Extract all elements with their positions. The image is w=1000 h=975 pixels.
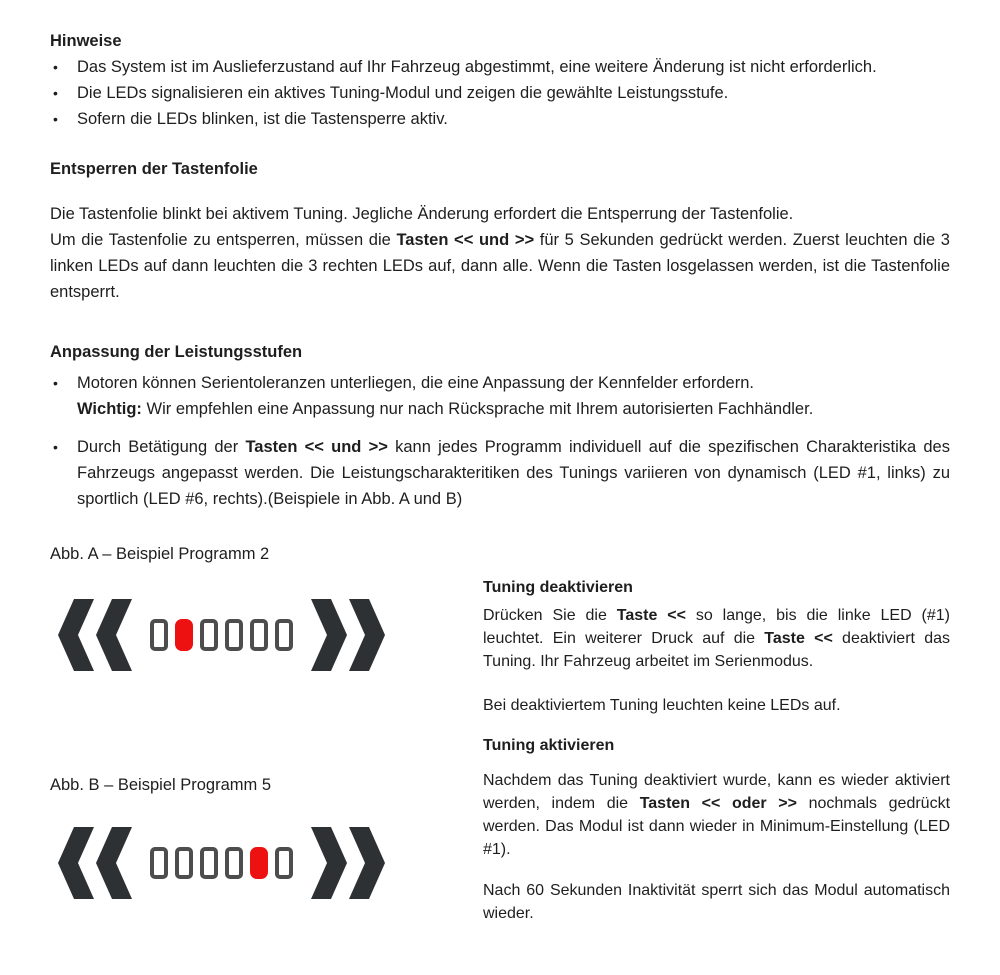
double-chevron-right-icon xyxy=(309,827,385,899)
led-row xyxy=(150,847,293,879)
paragraph-deactivate-note: Bei deaktiviertem Tuning leuchten keine LEDs auf. xyxy=(483,697,841,714)
led-inactive xyxy=(250,619,268,651)
bullet-item xyxy=(50,54,950,80)
led-inactive xyxy=(225,847,243,879)
text-segment: nochmals gedrückt werden. Das Modul ist dann wieder in Minimum-Einstellung (LED #1). xyxy=(483,795,951,858)
text-segment: Durch Betätigung der xyxy=(77,438,246,456)
text-segment: Drücken Sie die xyxy=(483,607,617,624)
bullet-item xyxy=(50,370,950,422)
led-inactive xyxy=(150,619,168,651)
bullet-text xyxy=(77,434,950,512)
led-active xyxy=(250,847,268,879)
bold-text-segment: Tasten << und >> xyxy=(396,231,535,249)
figure-b-graphic xyxy=(58,827,385,899)
bullet-item xyxy=(50,80,950,106)
bullet-marker: • xyxy=(53,59,58,75)
led-active xyxy=(175,619,193,651)
double-chevron-left-icon xyxy=(58,827,134,899)
bold-text-segment: Taste << xyxy=(616,607,686,624)
figures-and-instructions xyxy=(50,541,950,925)
text-segment: Die Tastenfolie blinkt bei aktivem Tuning. Jegliche Änderung erfordert die Entsperrung der Tastenfolie. xyxy=(50,205,794,223)
led-inactive xyxy=(200,847,218,879)
paragraph-tuning-deactivate xyxy=(483,604,950,673)
bullet-marker: • xyxy=(53,375,58,391)
text-segment: kann jedes Programm individuell auf die spezifischen Charakteristika des Fahrzeugs angepasst werden. Die Leistungscharakteritiken des Tunings variieren von dynamisch (LED #1, links) zu sportlich (LED #6, rechts).(Beispiele in Abb. A und B) xyxy=(77,438,950,508)
bold-text-segment: Wichtig: xyxy=(77,400,142,418)
bold-text-segment: Taste << xyxy=(764,630,833,647)
text-segment: Wir empfehlen eine Anpassung nur nach Rücksprache mit Ihrem autorisierten Fachhändler. xyxy=(141,400,814,418)
text-segment: so lange, bis die linke LED (#1) leuchtet. Ein weiterer Druck auf die xyxy=(483,607,951,647)
text-segment: für 5 Sekunden gedrückt werden. Zuerst leuchten die 3 linken LEDs auf dann leuchten die 3 rechten LEDs auf, dann alle. Wenn die Tasten losgelassen werden, ist die Tastenfolie entsperrt. xyxy=(50,231,950,301)
paragraph-auto-lock: Nach 60 Sekunden Inaktivität sperrt sich das Modul automatisch wieder. xyxy=(483,882,950,922)
bullet-item xyxy=(50,434,950,512)
figures-column xyxy=(50,541,483,925)
bullet-marker: • xyxy=(53,439,58,455)
led-inactive xyxy=(275,619,293,651)
section-title-anpassung: Anpassung der Leistungsstufen xyxy=(50,343,303,361)
figure-a-graphic xyxy=(58,599,385,671)
tuning-activate-title: Tuning aktivieren xyxy=(483,737,615,754)
section-title-entsperren: Entsperren der Tastenfolie xyxy=(50,160,258,178)
bullet-text: Die LEDs signalisieren ein aktives Tuning-Modul und zeigen die gewählte Leistungsstufe. xyxy=(77,84,729,102)
bullet-text: Sofern die LEDs blinken, ist die Tastensperre aktiv. xyxy=(77,110,448,128)
text-segment: Nachdem das Tuning deaktiviert wurde, kann es wieder aktiviert werden, indem die xyxy=(483,772,950,812)
bullet-text xyxy=(77,370,950,422)
bold-text-segment: Tasten << oder >> xyxy=(639,795,797,812)
double-chevron-left-icon xyxy=(58,599,134,671)
led-row xyxy=(150,619,293,651)
figure-b-label: Abb. B – Beispiel Programm 5 xyxy=(50,776,272,794)
led-inactive xyxy=(200,619,218,651)
tuning-deactivate-title: Tuning deaktivieren xyxy=(483,579,633,596)
section-title-hinweise: Hinweise xyxy=(50,32,122,50)
bullet-marker: • xyxy=(53,85,58,101)
led-inactive xyxy=(175,847,193,879)
bullet-marker: • xyxy=(53,111,58,127)
paragraph-tuning-activate xyxy=(483,769,950,861)
bold-text-segment: Tasten << und >> xyxy=(245,438,388,456)
instructions-column xyxy=(483,541,950,925)
led-inactive xyxy=(225,619,243,651)
text-segment: deaktiviert das Tuning. Ihr Fahrzeug arbeitet im Serienmodus. xyxy=(483,630,950,670)
bullet-text: Das System ist im Auslieferzustand auf Ihr Fahrzeug abgestimmt, eine weitere Änderung ist nicht erforderlich. xyxy=(77,58,877,76)
bullet-item xyxy=(50,106,950,132)
text-segment: Motoren können Serientoleranzen unterliegen, die eine Anpassung der Kennfelder erfordern. xyxy=(77,374,754,392)
led-inactive xyxy=(150,847,168,879)
paragraph-entsperren xyxy=(50,201,950,305)
text-segment: Um die Tastenfolie zu entsperren, müssen die xyxy=(50,231,397,249)
figure-a-label: Abb. A – Beispiel Programm 2 xyxy=(50,545,270,563)
led-inactive xyxy=(275,847,293,879)
double-chevron-right-icon xyxy=(309,599,385,671)
